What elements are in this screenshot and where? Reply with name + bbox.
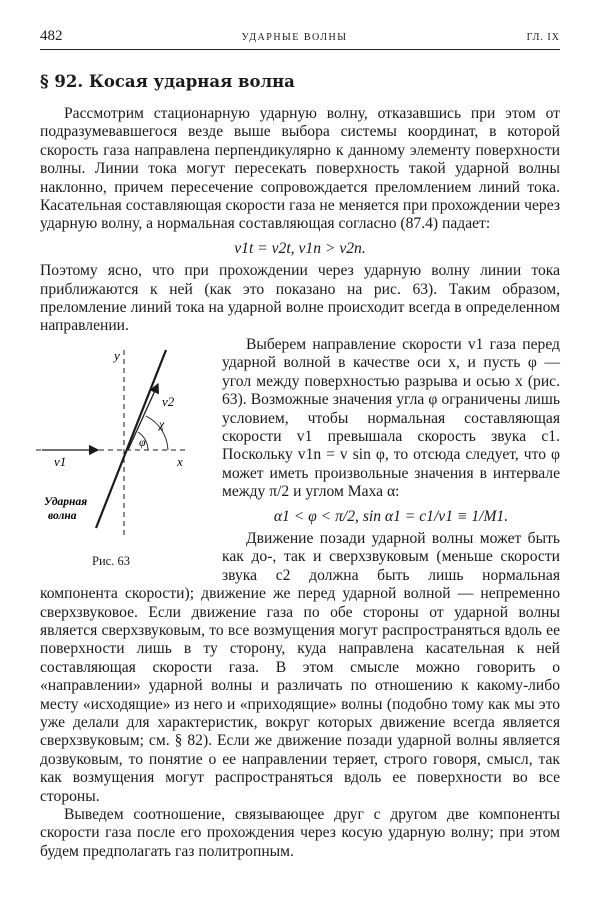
page-number: 482 xyxy=(40,28,63,44)
wave-label-line1: Ударная xyxy=(44,495,88,508)
y-axis-label: y xyxy=(114,347,120,363)
paragraph-3: Выберем направление скорости v1 газа перед ударной волной в качестве оси x, и пусть φ — угол между поверхностью разрыва и осью x (рис. 63). Возможные значения угла φ ограничены лишь условием, чтобы нормальная составляющая скорости v1 превышала скорость звука c1. Поскольку v1n = v sin φ, то отсюда следует, что φ может иметь произвольные значения в интервале между π/2 и углом Маха α: xyxy=(222,335,560,501)
figure-63 xyxy=(36,338,212,576)
shock-wave-line xyxy=(96,347,166,528)
v1-label: v1 xyxy=(54,453,67,469)
paragraph-4: Движение позади ударной волны может быть как до-, так и сверхзвуковым (меньше скорости звука c2 должна быть лишь нормальная компонента скорости); движение же перед ударной волной — непременно сверхзвуковое. Если движение газа по обе стороны от ударной волны является сверхзвуковым, то все возмущения могут распространяться вдоль ее поверхности лишь в ту сторону, куда направлена касательная к ней составляющая скорости газа. В этом смысле можно говорить о «направлении» ударной волны и различать по отношению к какому-либо месту «исходящие» из него и «приходящие» волны (подобно тому как мы это уже делали для характеристик, вокруг которых движение всегда является сверхзвуковым; см. § 82). Если же движение позади ударной волны является дозвуковым, то понятие о ее направлении теряет, строго говоря, смысл, так как возмущения могут распространяться вдоль ее поверхности во все стороны. xyxy=(40,529,560,805)
phi-label: φ xyxy=(139,434,146,449)
wave-label-line2: волна xyxy=(48,509,77,522)
chi-arc xyxy=(146,416,168,450)
v2-label: v2 xyxy=(162,393,175,409)
section-title: § 92. Косая ударная волна xyxy=(40,72,295,91)
paragraph-1: Рассмотрим стационарную ударную волну, отказавшись при этом от подразумевавшегося везде выше выбора системы координат, в которой скорость газа направлена перпендикулярно к данному элементу поверхности волны. Линии тока могут пересекать поверхность такой ударной волны наклонно, причем пересечение сопровождается преломлением линий тока. Касательная составляющая скорости газа не меняется при прохождении через ударную волну, а нормальная составляющая согласно (87.4) падает: xyxy=(40,105,560,233)
paragraph-2: Поэтому ясно, что при прохождении через ударную волну линии тока приближаются к ней (как это показано на рис. 63). Таким образом, преломление линий тока на ударной волне происходит всегда в определенном направлении. xyxy=(40,262,560,335)
running-header xyxy=(40,28,560,50)
equation-1: v1t = v2t, v1n > v2n. xyxy=(234,239,366,257)
body-text xyxy=(40,105,560,861)
figure-diagram xyxy=(36,338,212,548)
equation-2: α1 < φ < π/2, sin α1 = c1/v1 ≡ 1/M1. xyxy=(273,507,509,525)
figure-caption: Рис. 63 xyxy=(92,553,130,568)
running-title: УДАРНЫЕ ВОЛНЫ xyxy=(241,32,348,43)
x-axis-label: x xyxy=(177,453,183,469)
chapter-label: ГЛ. IX xyxy=(526,32,560,43)
page xyxy=(40,28,560,861)
paragraph-5: Выведем соотношение, связывающее друг с другом две компоненты скорости газа после его прохождения через косую ударную волну; при этом будем предполагать газ политропным. xyxy=(40,806,560,860)
chi-label: χ xyxy=(159,416,165,431)
